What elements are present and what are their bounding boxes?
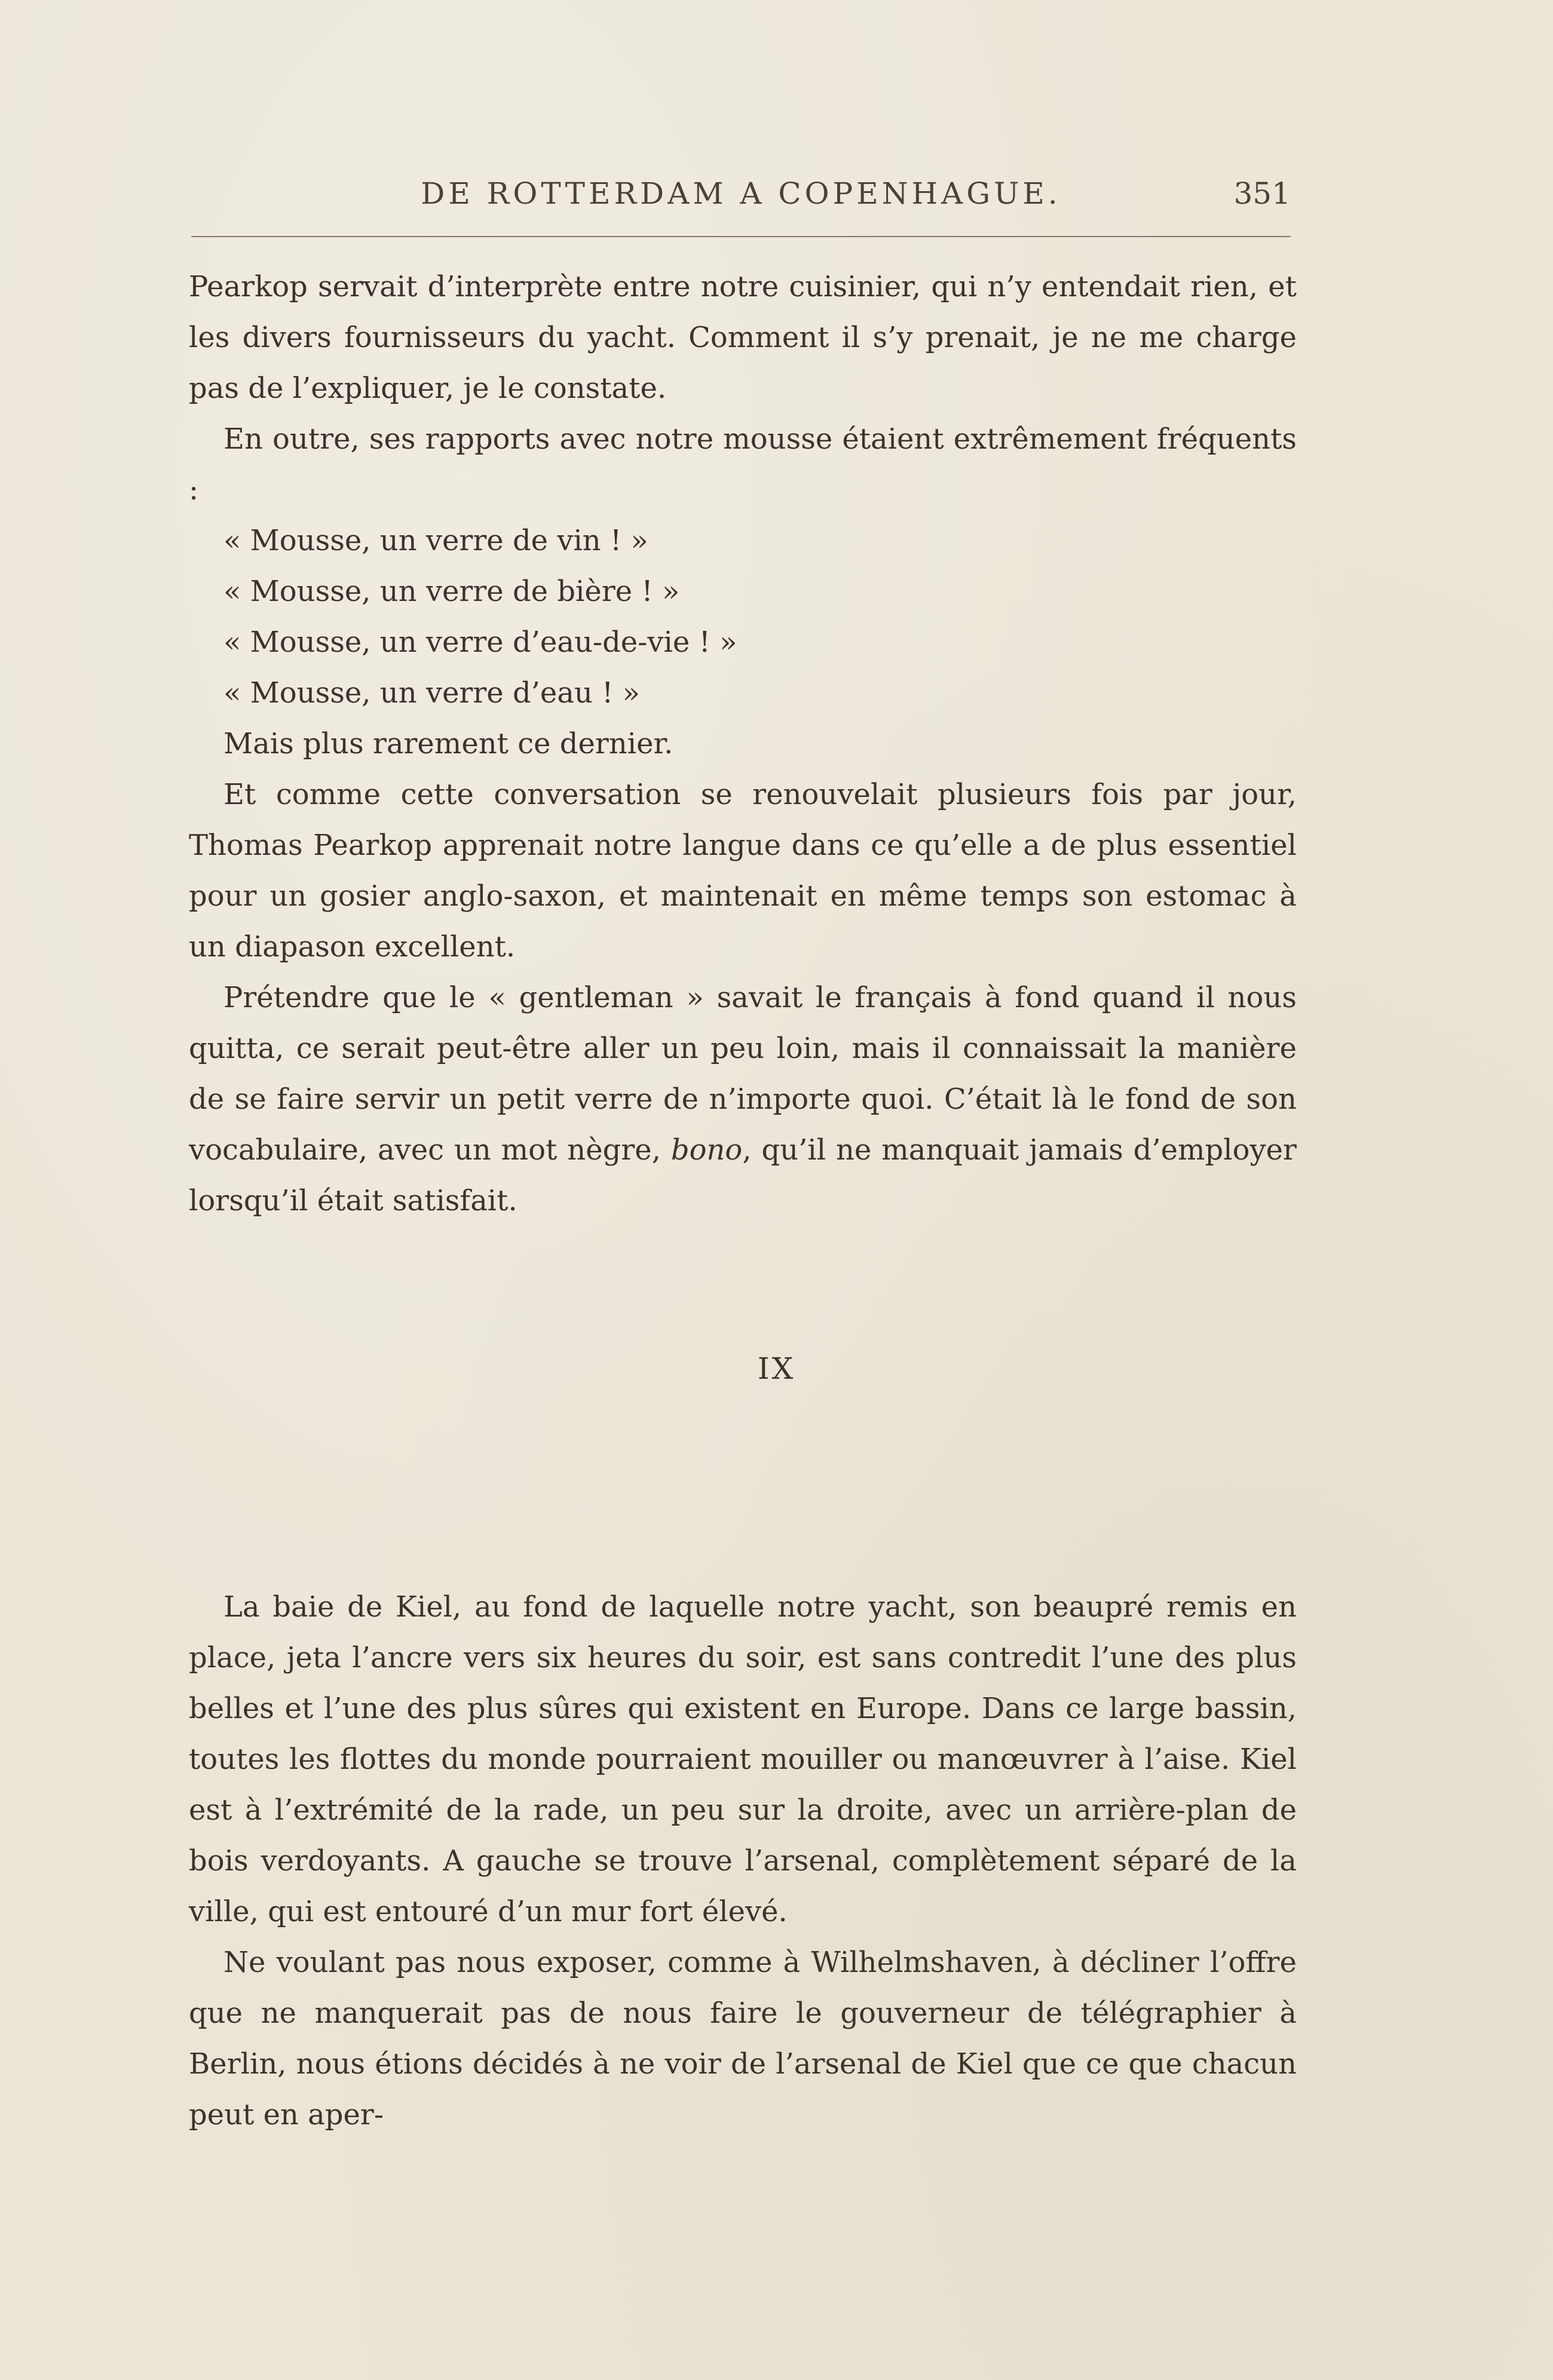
paragraph: La baie de Kiel, au fond de laquelle notre yacht, son beaupré remis en place, jeta l’ancre vers six heures du soir, est sans contredit l’une des plus belles et l’une des plus sûres qui existent en Europe. Dans ce large bassin, toutes les flottes du monde pourraient mouiller ou manœuvrer à l’aise. Kiel est à l’extrémité de la rade, un peu sur la droite, avec un arrière-plan de bois verdoyants. A gauche se trouve l’arsenal, complètement séparé de la ville, qui est entouré d’un mur fort élevé. — [189, 1590, 1297, 1928]
paragraph: Pearkop servait d’interprète entre notre cuisinier, qui n’y entendait rien, et les divers fournisseurs du yacht. Comment il s’y prenait, je ne me charge pas de l’expliquer, je le constate. — [189, 270, 1297, 405]
dialogue-line: « Mousse, un verre d’eau-de-vie ! » — [223, 625, 737, 659]
paragraph: Mais plus rarement ce dernier. — [223, 727, 673, 760]
paragraph-text: Prétendre que le « gentleman » savait le français à fond quand il nous quitta, ce serait peut-être aller un peu loin, mais il connaissait la manière de se faire servir un petit verre de n’importe quoi. C’était là le fond de son vocabulaire, avec un mot nègre, — [189, 981, 1297, 1167]
header-rule — [191, 236, 1291, 237]
paragraph: En outre, ses rapports avec notre mousse étaient extrêmement fréquents : — [189, 422, 1297, 507]
paragraph: Et comme cette conversation se renouvelait plusieurs fois par jour, Thomas Pearkop apprenait notre langue dans ce qu’elle a de plus essentiel pour un gosier anglo-saxon, et maintenait en même temps son estomac à un diapason excellent. — [189, 778, 1297, 964]
page-number: 351 — [1233, 176, 1291, 211]
running-header — [191, 176, 1291, 218]
section-two — [189, 1582, 1297, 2140]
italic-word: bono — [670, 1133, 743, 1167]
dialogue-line: « Mousse, un verre de vin ! » — [223, 524, 648, 557]
paragraph — [189, 973, 1297, 1226]
running-title: DE ROTTERDAM A COPENHAGUE. — [421, 176, 1061, 211]
chapter-heading: IX — [757, 1351, 796, 1386]
dialogue-line: « Mousse, un verre de bière ! » — [223, 575, 680, 608]
section-one — [189, 262, 1297, 1226]
paragraph-text: , qu’il ne manquait jamais d’employer lorsqu’il était satisfait. — [189, 1133, 1297, 1217]
paragraph: Ne voulant pas nous exposer, comme à Wilhelmshaven, à décliner l’offre que ne manquerait pas de nous faire le gouverneur de télégraphier à Berlin, nous étions décidés à ne voir de l’arsenal de Kiel que ce que chacun peut en aper- — [189, 1946, 1297, 2131]
dialogue-line: « Mousse, un verre d’eau ! » — [223, 676, 641, 710]
